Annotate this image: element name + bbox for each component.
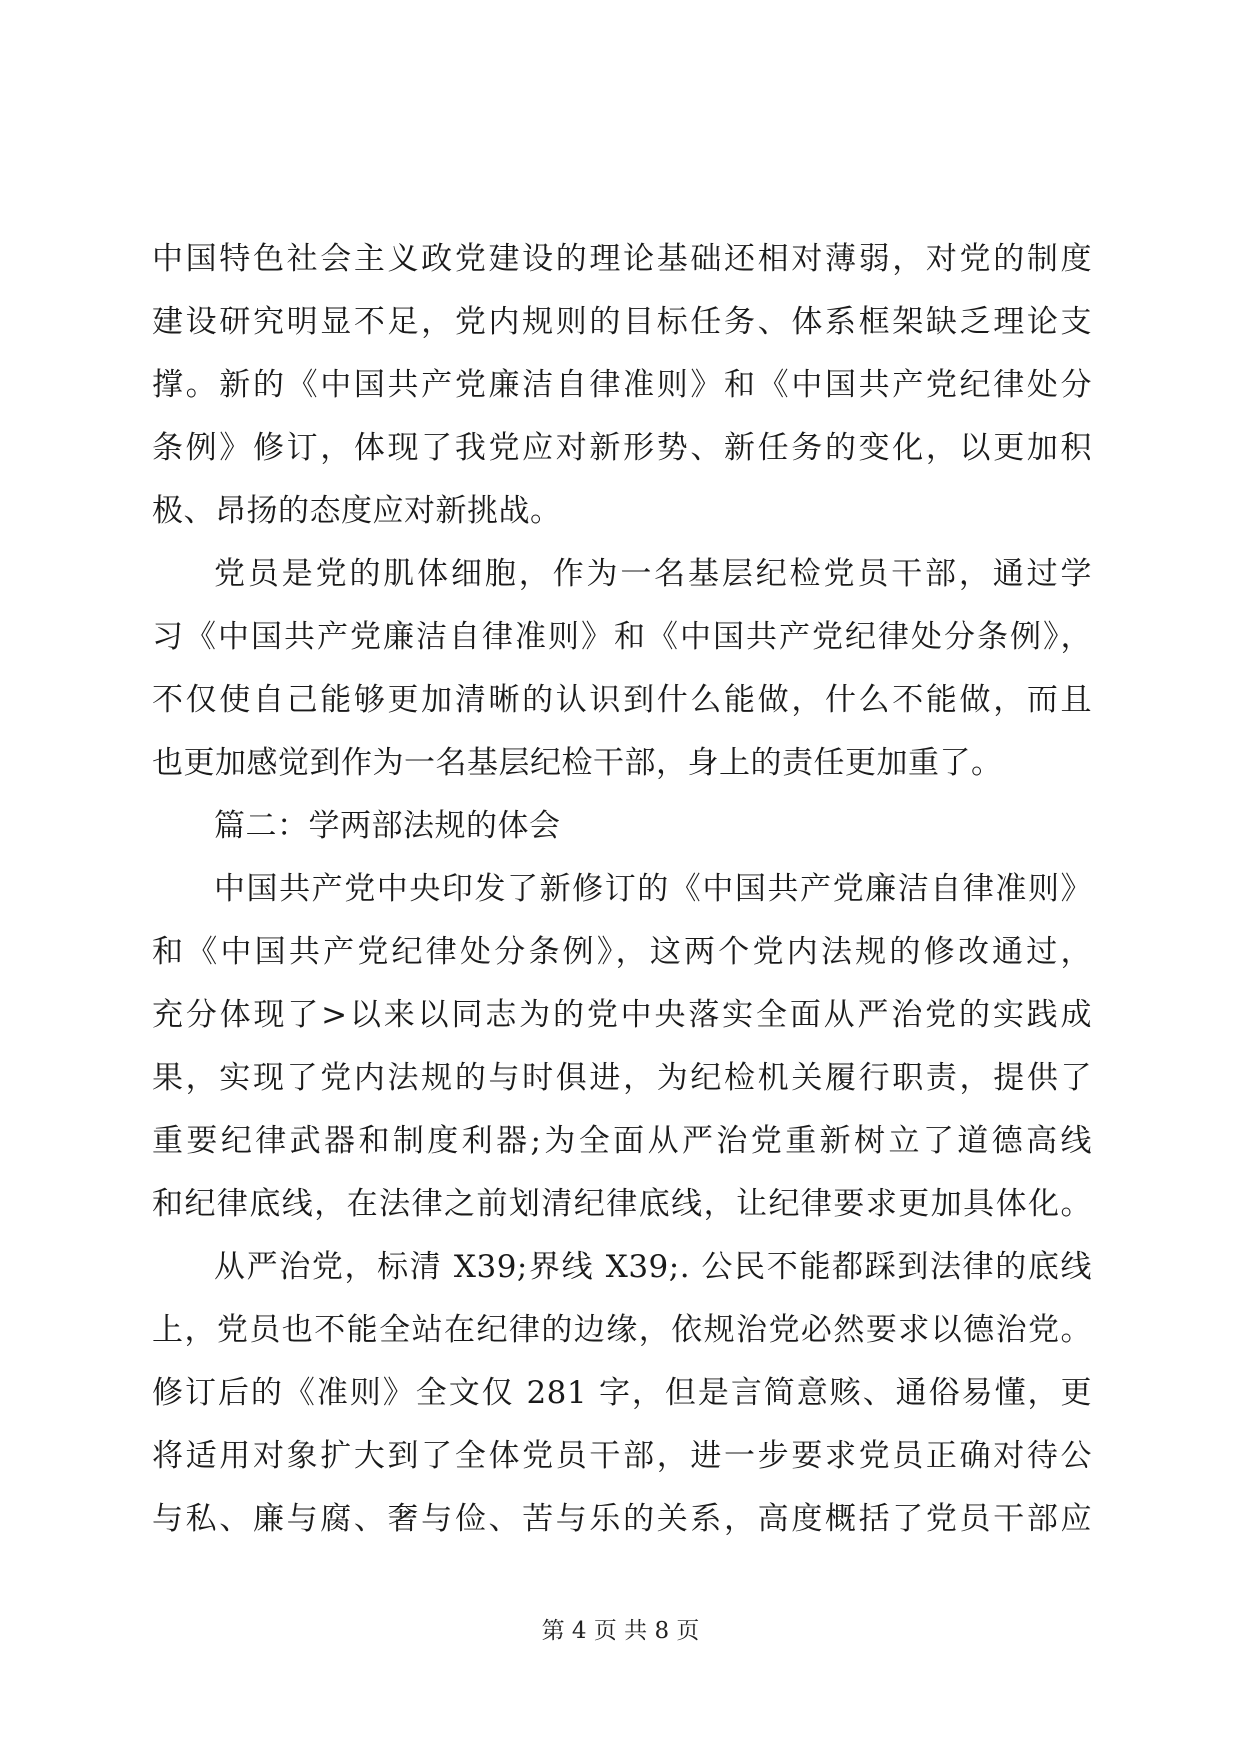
body-text <box>152 228 1092 1551</box>
text-line: 不仅使自己能够更加清晰的认识到什么能做，什么不能做，而且 <box>152 682 1092 718</box>
text-line: 条例》修订，体现了我党应对新形势、新任务的变化，以更加积 <box>152 430 1092 466</box>
text-line: 修订后的《准则》全文仅 281 字，但是言简意赅、通俗易懂，更 <box>152 1375 1092 1411</box>
text-line: 习《中国共产党廉洁自律准则》和《中国共产党纪律处分条例》， <box>152 619 1092 655</box>
text-line: 极、昂扬的态度应对新挑战。 <box>152 493 562 529</box>
text-line: 从严治党，标清 X39;界线 X39;. 公民不能都踩到法律的底线 <box>214 1249 1092 1285</box>
text-line: 撑。新的《中国共产党廉洁自律准则》和《中国共产党纪律处分 <box>152 367 1092 403</box>
text-line: 也更加感觉到作为一名基层纪检干部，身上的责任更加重了。 <box>152 745 1003 781</box>
text-line: 与私、廉与腐、奢与俭、苦与乐的关系，高度概括了党员干部应 <box>152 1501 1092 1537</box>
text-line: 中国共产党中央印发了新修订的《中国共产党廉洁自律准则》 <box>214 871 1092 907</box>
text-line: 中国特色社会主义政党建设的理论基础还相对薄弱，对党的制度 <box>152 241 1092 277</box>
text-line: 建设研究明显不足，党内规则的目标任务、体系框架缺乏理论支 <box>152 304 1092 340</box>
text-line: 果，实现了党内法规的与时俱进，为纪检机关履行职责，提供了 <box>152 1060 1092 1096</box>
text-line: 重要纪律武器和制度利器;为全面从严治党重新树立了道德高线 <box>152 1123 1092 1159</box>
text-line: 上，党员也不能全站在纪律的边缘，依规治党必然要求以德治党。 <box>152 1312 1092 1348</box>
text-line: 和《中国共产党纪律处分条例》，这两个党内法规的修改通过， <box>152 934 1092 970</box>
text-line: 充分体现了>以来以同志为的党中央落实全面从严治党的实践成 <box>152 997 1092 1033</box>
page-number-footer: 第 4 页 共 8 页 <box>541 1618 700 1644</box>
text-line: 将适用对象扩大到了全体党员干部，进一步要求党员正确对待公 <box>152 1438 1092 1474</box>
text-line: 和纪律底线，在法律之前划清纪律底线，让纪律要求更加具体化。 <box>152 1186 1092 1222</box>
section-heading: 篇二：学两部法规的体会 <box>214 808 561 844</box>
text-line: 党员是党的肌体细胞，作为一名基层纪检党员干部，通过学 <box>214 556 1092 592</box>
